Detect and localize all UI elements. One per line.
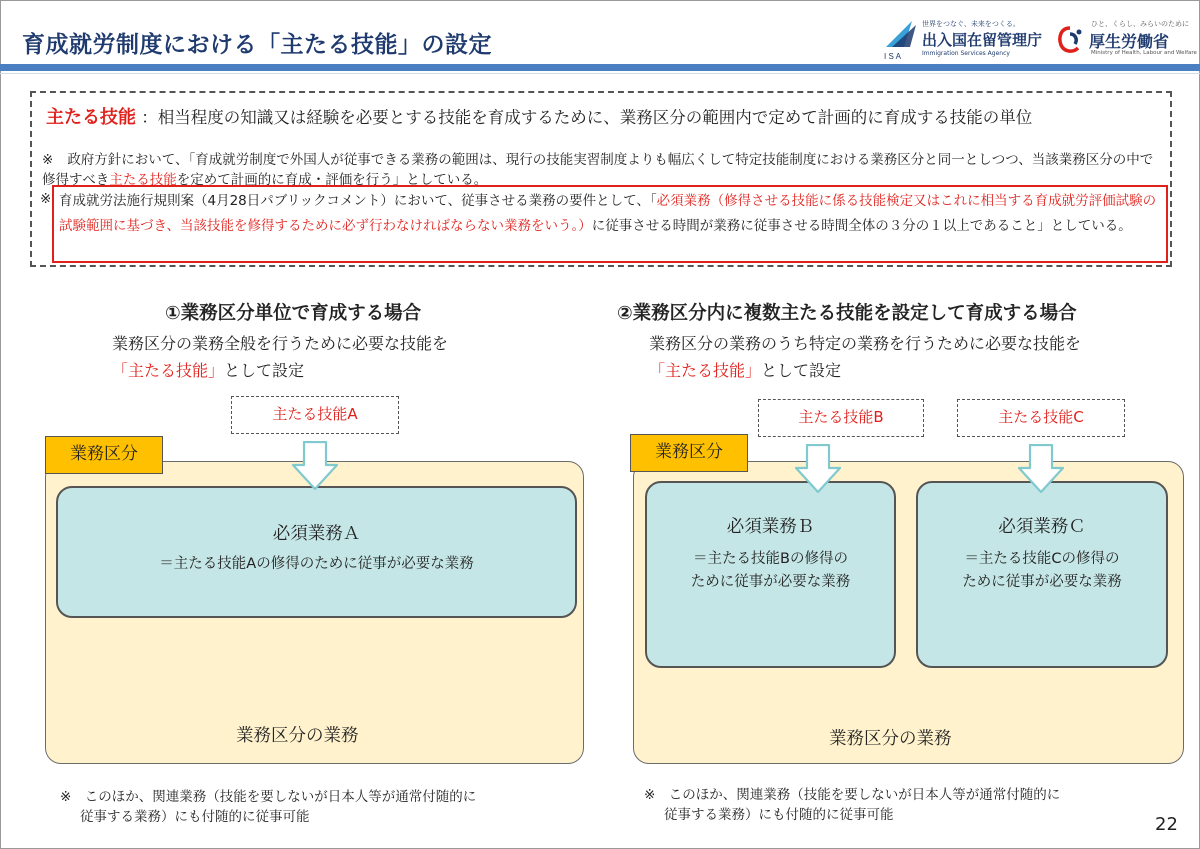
policy-note-text-b: を定めて計画的に育成・評価を行う」としている。	[176, 172, 488, 188]
duty-b-desc	[647, 548, 894, 594]
right-desc-term: 「主たる技能」	[649, 361, 762, 380]
rule-note-highlight: 必須業務（修得させる技能に係る技能検定又はこれに相当する育成就労評価試験の試験範囲に基づき、当該技能を修得するために必ず行わなければならない業務をいう。）	[59, 193, 1157, 234]
duty-a-desc: ＝主たる技能Aの修得のために従事が必要な業務	[159, 556, 474, 572]
left-footnote-line2: 従事する業務）にも付随的に従事可能	[80, 809, 310, 825]
right-footnote-line2: 従事する業務）にも付随的に従事可能	[664, 807, 894, 823]
left-section-desc	[112, 330, 448, 384]
duty-b-desc-line2: ために従事が必要な業務	[690, 574, 851, 590]
note-mark: ※	[40, 191, 52, 207]
down-arrow-icon	[794, 444, 842, 494]
mhlw-name: 厚生労働省	[1089, 32, 1170, 51]
down-arrow-icon	[291, 441, 339, 491]
page-title: 育成就労制度における「主たる技能」の設定	[22, 32, 492, 58]
policy-note-highlight: 主たる技能	[109, 172, 177, 188]
right-panel-footer: 業務区分の業務	[829, 729, 952, 749]
left-desc-line1: 業務区分の業務全般を行うために必要な技能を	[112, 334, 449, 353]
rule-note-text-a: 育成就労法施行規則案（4月28日パブリックコメント）において、従事させる業務の要件として、「	[59, 193, 657, 209]
definition-term: 主たる技能	[46, 107, 136, 128]
isa-name: 出入国在留管理庁	[922, 31, 1043, 49]
duty-c-desc-line2: ために従事が必要な業務	[962, 574, 1122, 590]
down-arrow-icon	[1017, 444, 1065, 494]
duty-b-title: 必須業務Ｂ	[726, 517, 815, 537]
rule-note	[59, 189, 1163, 239]
isa-logo	[882, 17, 1042, 63]
skill-a-box: 主たる技能A	[231, 396, 399, 434]
right-footnote	[644, 785, 1060, 825]
left-category-tag: 業務区分	[45, 436, 163, 474]
mhlw-tagline: ひと、くらし、みらいのために	[1091, 20, 1189, 28]
definition-line	[46, 103, 1032, 129]
title-underline-bar	[0, 64, 1200, 71]
left-desc-term: 「主たる技能」	[112, 361, 225, 380]
duty-c-desc-line1: ＝主たる技能Cの修得の	[964, 551, 1120, 567]
mhlw-english-name: Ministry of Health, Labour and Welfare	[1091, 50, 1197, 56]
duty-b-box	[645, 481, 896, 668]
duty-b-desc-line1: ＝主たる技能Bの修得の	[693, 551, 848, 567]
note-mark: ※	[42, 152, 54, 168]
duty-a-title: 必須業務Ａ	[272, 524, 361, 544]
right-footnote-line1: ※ このほか、関連業務（技能を要しないが日本人等が通常付随的に	[644, 787, 1061, 803]
right-section-desc	[649, 330, 1081, 384]
left-desc-suffix: として設定	[224, 361, 305, 380]
left-desc-line2	[112, 357, 448, 384]
mhlw-emblem-icon	[1055, 25, 1085, 55]
policy-note-text-a: 政府方針において、「育成就労制度で外国人が従事できる業務の範囲は、現行の技能実習制度よりも幅広くして特定技能制度における業務区分と同一としつつ、当該業務区分の中で修得すべき	[42, 152, 1154, 188]
duty-a-box	[56, 486, 577, 618]
page-number: 22	[1155, 814, 1178, 835]
right-desc-line1: 業務区分の業務のうち特定の業務を行うために必要な技能を	[649, 334, 1082, 353]
right-section-title: ②業務区分内に複数主たる技能を設定して育成する場合	[617, 303, 1077, 324]
definition-text: ：相当程度の知識又は経験を必要とする技能を育成するために、業務区分の範囲内で定めて計画的に育成する技能の単位	[141, 108, 1033, 127]
left-footnote-line1: ※ このほか、関連業務（技能を要しないが日本人等が通常付随的に	[60, 789, 477, 805]
right-desc-suffix: として設定	[761, 361, 842, 380]
isa-tagline: 世界をつなぐ、未来をつくる。	[922, 20, 1020, 28]
duty-c-desc	[918, 548, 1166, 594]
title-underline-thin	[0, 73, 1200, 74]
rule-note-text-b: に従事させる時間が業務に従事させる時間全体の３分の１以上であること」としている。	[591, 218, 1132, 234]
skill-b-box: 主たる技能B	[758, 399, 924, 437]
definition-box	[30, 91, 1172, 267]
svg-text:I S A: I S A	[884, 52, 901, 61]
right-desc-line2	[649, 357, 1081, 384]
isa-english-name: Immigration Services Agency	[922, 50, 1010, 57]
mhlw-logo	[1055, 17, 1197, 63]
isa-emblem-icon	[882, 17, 920, 61]
skill-c-box: 主たる技能C	[957, 399, 1125, 437]
right-category-tag: 業務区分	[630, 434, 748, 472]
left-footnote	[60, 787, 476, 827]
left-panel-footer: 業務区分の業務	[236, 726, 359, 746]
left-section-title: ①業務区分単位で育成する場合	[165, 303, 422, 324]
duty-c-title: 必須業務Ｃ	[998, 517, 1086, 537]
duty-c-box	[916, 481, 1168, 668]
policy-note	[42, 150, 1164, 190]
